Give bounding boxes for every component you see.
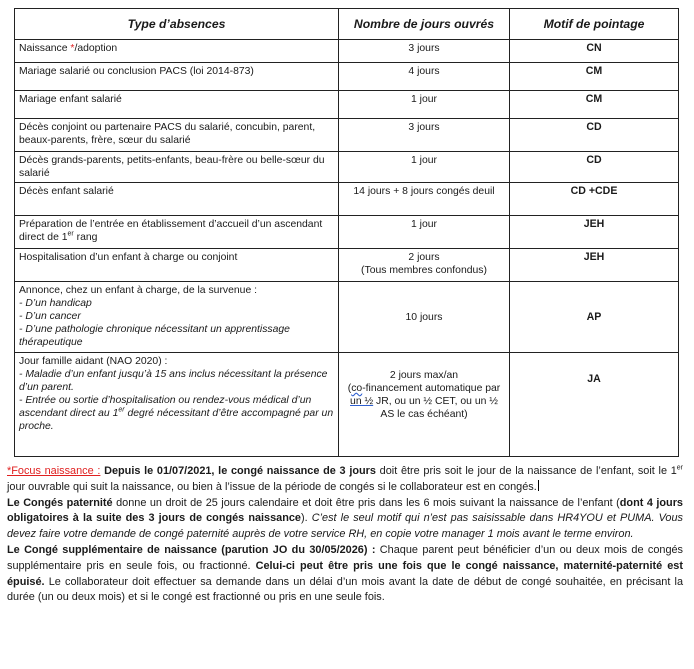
paragraph-text: donne un droit de 25 jours calendaire et doit être pris dans les 6 mois suivant la naissance de l’enfant (: [112, 496, 620, 509]
row-type: Décès enfant salarié: [15, 183, 339, 216]
days-line: 2 jours max/an: [389, 370, 459, 381]
row-days: 3 jours: [339, 119, 510, 152]
row-code: CD: [510, 119, 679, 152]
row-type: [15, 282, 339, 353]
paragraph-text: ).: [301, 512, 312, 525]
table-row: [15, 183, 679, 216]
superscript: er: [676, 464, 683, 472]
days-text: JR, ou un ½ CET, ou un ½ AS le cas échéant): [373, 396, 498, 420]
row-days: 4 jours: [339, 63, 510, 91]
bold-text: Celui-ci peut être pris une fois que le congé naissance, maternité-paternité est épuisé.: [7, 559, 683, 588]
days-line: [343, 382, 505, 421]
paragraph-text: jour ouvrable qui suit la naissance, ou bien à l’issue de la période de congés si le collaborateur est en congés.: [7, 480, 537, 493]
focus-label: *Focus naissance :: [7, 465, 101, 477]
row-type-text: Naissance: [19, 43, 71, 54]
absences-table: [14, 8, 679, 457]
row-type: Décès conjoint ou partenaire PACS du salarié, concubin, parent, beaux-parents, frère, sœur du salarié: [15, 119, 339, 152]
days-text: -financement automatique par: [362, 383, 501, 394]
list-item: - Maladie d’un enfant jusqu’à 15 ans inclus nécessitant la présence d’un parent.: [19, 369, 328, 393]
italic-text: C’est le seul motif qui n’est pas saisissable dans HR4YOU et PUMA. Vous devez faire votre demande de congé paternité auprès de votre service RH, en copie votre manager 1 mois avant le terme environ.: [7, 512, 683, 541]
list-item: - D’un cancer: [19, 311, 81, 322]
paragraph-text: doit être pris soit le jour de la naissance de l’enfant, soit le 1: [375, 465, 677, 477]
row-type: [15, 40, 339, 63]
underlined-word: un ½: [350, 396, 374, 407]
conges-paternite-paragraph: [7, 496, 683, 543]
text-cursor: [538, 480, 539, 491]
table-row: [15, 216, 679, 249]
row-code: JEH: [510, 249, 679, 282]
days-text: (: [347, 383, 352, 394]
table-row: [15, 152, 679, 183]
row-days: 1 jour: [339, 91, 510, 119]
table-header-row: [15, 9, 679, 40]
days-line: (Tous membres confondus): [361, 265, 487, 276]
row-days: 10 jours: [339, 282, 510, 353]
table-row: [15, 119, 679, 152]
asterisk-mark: *: [70, 43, 75, 54]
row-code: CD +CDE: [510, 183, 679, 216]
list-item: - D’une pathologie chronique nécessitant un apprentissage thérapeutique: [19, 324, 290, 348]
list-item: - D’un handicap: [19, 298, 92, 309]
spellcheck-word: co: [351, 383, 363, 394]
row-type-text: Préparation de l’entrée en établissement d’accueil d’un ascendant direct de 1: [19, 219, 323, 243]
row-code: CD: [510, 152, 679, 183]
row-type: Décès grands-parents, petits-enfants, beau-frère ou belle-sœur du salarié: [15, 152, 339, 183]
table-row: [15, 63, 679, 91]
header-type: Type d’absences: [15, 9, 339, 40]
header-days: Nombre de jours ouvrés: [339, 9, 510, 40]
row-code: AP: [510, 282, 679, 353]
row-type: Mariage salarié ou conclusion PACS (loi 2014-873): [15, 63, 339, 91]
row-days: 3 jours: [339, 40, 510, 63]
row-days: [339, 353, 510, 457]
row-type-intro: Annonce, chez un enfant à charge, de la survenue :: [19, 285, 257, 296]
bold-text: Le Congé supplémentaire de naissance (parution JO du 30/05/2026) :: [7, 543, 376, 556]
conge-supplementaire-paragraph: [7, 543, 683, 606]
row-code: CN: [510, 40, 679, 63]
row-type: Hospitalisation d’un enfant à charge ou conjoint: [15, 249, 339, 282]
header-code: Motif de pointage: [510, 9, 679, 40]
row-code: CM: [510, 91, 679, 119]
notes-section: [7, 464, 683, 606]
row-code: CM: [510, 63, 679, 91]
row-type: [15, 353, 339, 457]
table-row: [15, 249, 679, 282]
row-type: Mariage enfant salarié: [15, 91, 339, 119]
focus-naissance-paragraph: [7, 464, 683, 496]
row-type: [15, 216, 339, 249]
bold-text: dont 4 jours obligatoires à la suite des 3 jours de congés naissance: [7, 496, 683, 525]
superscript: er: [118, 406, 125, 414]
table-row: [15, 40, 679, 63]
table-row: [15, 91, 679, 119]
row-days: 1 jour: [339, 152, 510, 183]
row-type-text: rang: [73, 232, 98, 243]
row-code: JEH: [510, 216, 679, 249]
list-item-text: - Entrée ou sortie d’hospitalisation ou rendez-vous médical d’un ascendant direct au 1: [19, 395, 312, 419]
bold-text: Le Congés paternité: [7, 496, 113, 509]
paragraph-text: Le collaborateur doit effectuer sa demande dans un délai d’un mois avant la date de début de congé souhaitée, en précisant la durée (un ou deux mois) et si le congé est fractionné ou pris en une seule fois.: [7, 575, 683, 604]
row-days: [339, 249, 510, 282]
list-item: [19, 394, 334, 433]
row-code: JA: [510, 353, 679, 457]
superscript: er: [67, 230, 74, 238]
row-type-text: /adoption: [74, 43, 118, 54]
list-item-text: degré nécessitant d’être accompagné par un proche.: [19, 408, 334, 432]
row-days: 14 jours + 8 jours congés deuil: [339, 183, 510, 216]
table-row: [15, 353, 679, 457]
paragraph-text: Chaque parent peut bénéficier d’un ou deux mois de congés supplémentaire pris en seule fois, ou fractionné.: [7, 543, 684, 572]
bold-text: Depuis le 01/07/2021, le congé naissance de 3 jours: [100, 465, 376, 477]
row-type-intro: Jour famille aidant (NAO 2020) :: [19, 356, 168, 367]
table-row: [15, 282, 679, 353]
days-line: 2 jours: [408, 252, 440, 263]
row-days: 1 jour: [339, 216, 510, 249]
